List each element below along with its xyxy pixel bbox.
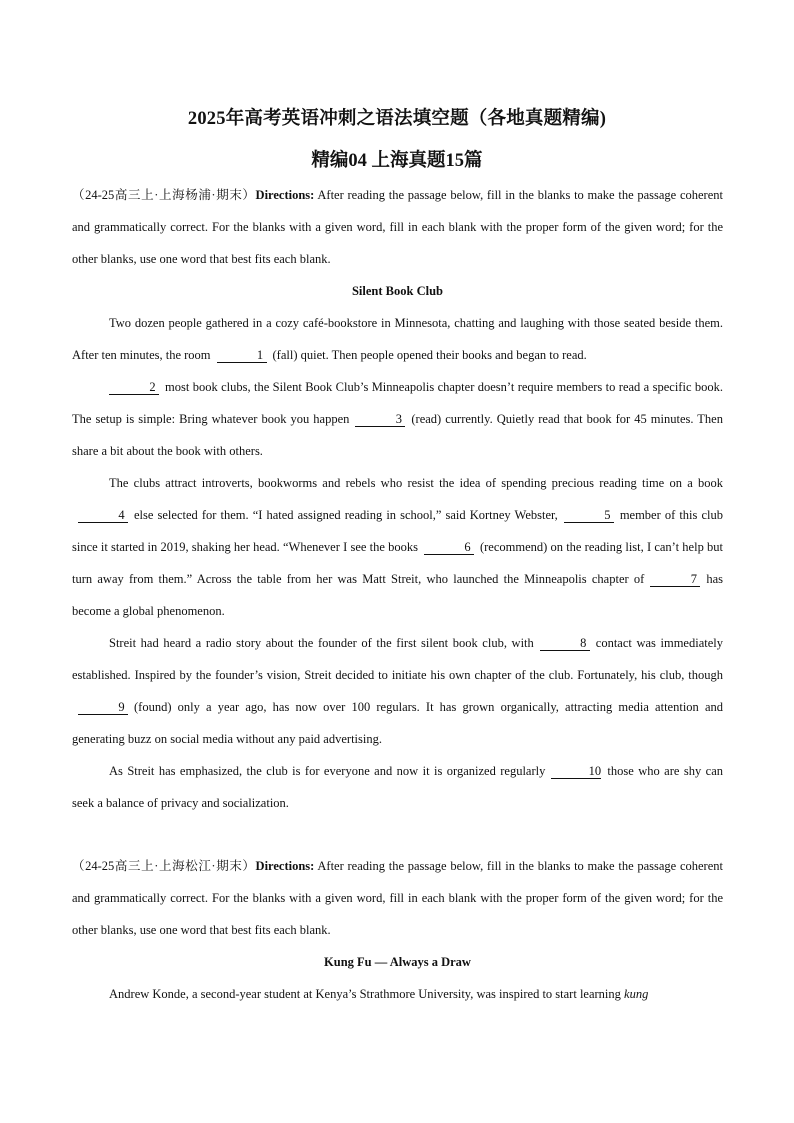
- passage2-paragraph-1: [72, 978, 723, 1010]
- passage1-heading: Silent Book Club: [351, 284, 443, 298]
- blank-2[interactable]: 2: [109, 380, 159, 395]
- document-subtitle: 精编04 上海真题15篇: [311, 151, 483, 171]
- passage1-paragraph-5: [72, 755, 723, 819]
- passage2-directions: [72, 850, 723, 946]
- directions-text: After reading the passage below, fill in the blanks to make the passage coherent and grammatically correct. For the blanks with a given word, fill in each blank with the proper form of the given word; for the other blanks, use one word that best fits each blank.: [72, 188, 723, 266]
- blank-4[interactable]: 4: [78, 508, 128, 523]
- blank-1[interactable]: 1: [217, 348, 267, 363]
- paragraph-text: Andrew Konde, a second-year student at Kenya’s Strathmore University, was inspired to start learning: [109, 987, 625, 1001]
- paragraph-text: As Streit has emphasized, the club is for everyone and now it is organized regularly: [109, 764, 546, 778]
- blank-5[interactable]: 5: [564, 508, 614, 523]
- paragraph-text: has become a global phenomenon.: [72, 572, 723, 618]
- paragraph-text: (recommend) on the reading list, I can’t help but turn away from them.” Across the table from her was Matt Streit, who launched the Minneapolis chapter of: [72, 540, 723, 586]
- paragraph-text: else selected for them. “I hated assigned reading in school,” said Kortney Webster,: [134, 508, 558, 522]
- document-title: 2025年高考英语冲刺之语法填空题（各地真题精编): [187, 109, 607, 129]
- paragraph-text: contact was immediately established. Inspired by the founder’s vision, Streit decided to initiate his own chapter of the club. Fortunately, his club, though: [72, 636, 723, 682]
- blank-10[interactable]: 10: [551, 764, 601, 779]
- paragraph-text: (found) only a year ago, has now over 100 regulars. It has grown organically, attracting media attention and generating buzz on social media without any paid advertising.: [72, 700, 723, 746]
- paragraph-text: most book clubs, the Silent Book Club’s Minneapolis chapter doesn’t require members to read a specific book. The setup is simple: Bring whatever book you happen: [72, 380, 723, 426]
- paragraph-text: member of this club since it started in 2019, shaking her head. “Whenever I see the books: [72, 508, 723, 554]
- blank-7[interactable]: 7: [650, 572, 700, 587]
- blank-6[interactable]: 6: [424, 540, 474, 555]
- paragraph-text: those who are shy can seek a balance of privacy and socialization.: [72, 764, 723, 810]
- passage1-directions: [72, 179, 723, 275]
- paragraph-text: The clubs attract introverts, bookworms and rebels who resist the idea of spending precious reading time on a book: [109, 476, 723, 490]
- passage1-paragraph-4: [72, 627, 723, 755]
- document-body: [72, 179, 723, 1010]
- passage1-paragraph-3: [72, 467, 723, 627]
- passage2-source: （24-25高三上·上海松江·期末）: [72, 859, 256, 873]
- directions-label: Directions:: [255, 188, 315, 202]
- blank-8[interactable]: 8: [540, 636, 590, 651]
- blank-3[interactable]: 3: [355, 412, 405, 427]
- blank-9[interactable]: 9: [78, 700, 128, 715]
- passage1-paragraph-2: [72, 371, 723, 467]
- directions-label: Directions:: [255, 859, 315, 873]
- paragraph-text: Two dozen people gathered in a cozy café-bookstore in Minnesota, chatting and laughing with those seated beside them. After ten minutes, the room: [72, 316, 723, 362]
- directions-text: After reading the passage below, fill in the blanks to make the passage coherent and grammatically correct. For the blanks with a given word, fill in each blank with the proper form of the given word; for the other blanks, use one word that best fits each blank.: [72, 859, 723, 937]
- italic-text: kung: [624, 987, 649, 1001]
- paragraph-text: (fall) quiet. Then people opened their books and began to read.: [272, 348, 587, 362]
- paragraph-text: Streit had heard a radio story about the founder of the first silent book club, with: [109, 636, 534, 650]
- passage2-heading: Kung Fu — Always a Draw: [324, 955, 471, 969]
- passage1-paragraph-1: [72, 307, 723, 371]
- passage-separator: [72, 819, 723, 850]
- passage1-source: （24-25高三上·上海杨浦·期末）: [72, 188, 256, 202]
- paragraph-text: (read) currently. Quietly read that book for 45 minutes. Then share a bit about the book with others.: [72, 412, 723, 458]
